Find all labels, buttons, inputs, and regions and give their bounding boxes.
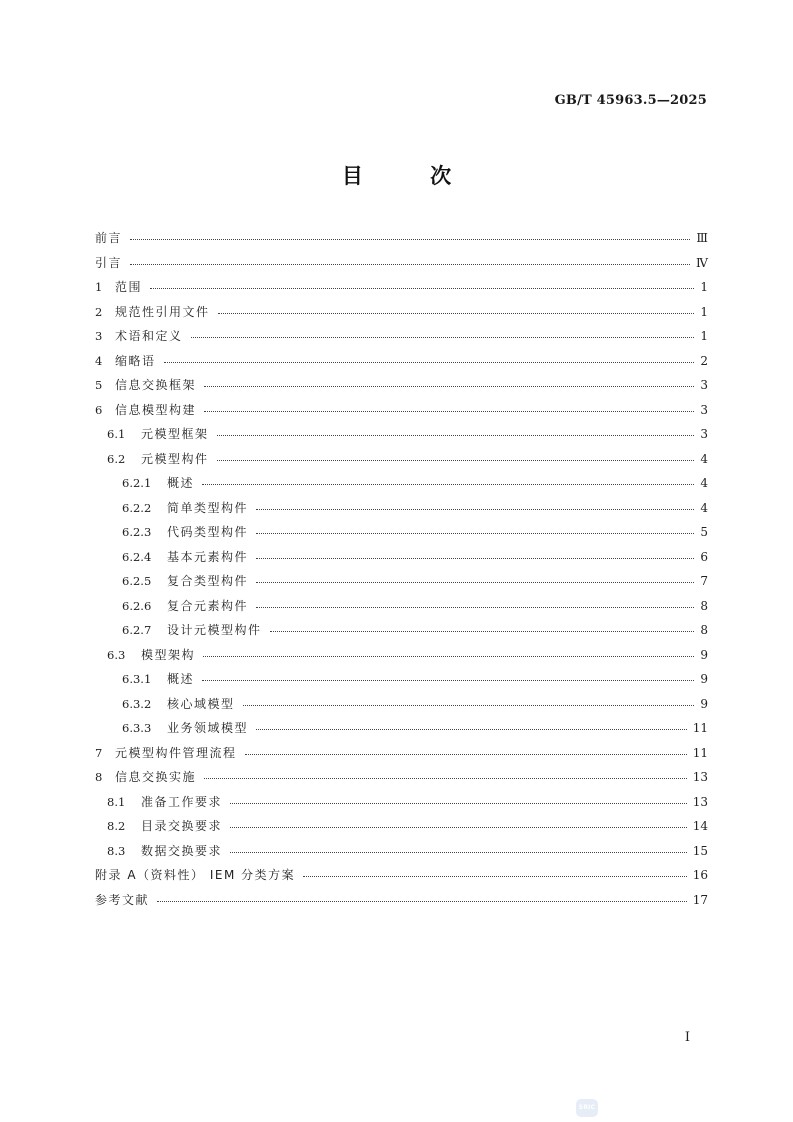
toc-entry[interactable]: [95, 741, 708, 766]
toc-entry-title: 引言: [95, 255, 123, 270]
toc-entry-number: 6.2.2: [122, 500, 152, 515]
toc-entry-page: 6: [700, 549, 708, 564]
toc-leader-dots: [230, 802, 687, 804]
toc-entry[interactable]: [95, 888, 708, 913]
toc-leader-dots: [256, 606, 694, 608]
toc-leader-dots: [204, 410, 694, 412]
toc-entry-page: 11: [692, 745, 708, 760]
toc-entry-number: 6.2.3: [122, 525, 152, 539]
toc-entry-title: 附录 A（资料性） IEM 分类方案: [95, 868, 296, 882]
toc-entry-number: 3: [95, 329, 103, 343]
toc-leader-dots: [150, 287, 694, 289]
toc-entry-number: 6.2.6: [122, 598, 152, 613]
toc-entry-page: 16: [692, 868, 708, 882]
toc-leader-dots: [218, 312, 694, 314]
toc-entry[interactable]: [95, 373, 708, 398]
toc-entry-page: 5: [700, 525, 708, 539]
toc-entry-number: 6.2.4: [122, 549, 152, 564]
toc-entry-title: 概述: [167, 476, 195, 490]
toc-entry-page: 3: [700, 378, 708, 392]
toc-entry-number: 4: [95, 353, 103, 368]
toc-entry-number: 6: [95, 402, 103, 417]
toc-entry-title: 业务领域模型: [167, 721, 249, 735]
toc-leader-dots: [303, 875, 687, 877]
toc-leader-dots: [191, 336, 694, 338]
toc-entry-title: 概述: [167, 672, 195, 686]
toc-leader-dots: [245, 753, 687, 755]
page-title: 目 次: [341, 164, 482, 188]
toc-leader-dots: [217, 459, 694, 461]
toc-leader-dots: [202, 679, 694, 681]
toc-leader-dots: [204, 777, 687, 779]
toc-entry-title: 核心域模型: [167, 696, 235, 711]
toc-entry-title: 信息交换框架: [115, 378, 197, 392]
toc-entry-page: 17: [692, 892, 708, 907]
toc-entry[interactable]: [95, 324, 708, 349]
toc-entry-title: 准备工作要求: [141, 794, 223, 809]
toc-entry-title: 参考文献: [95, 892, 150, 907]
toc-entry-page: 2: [700, 353, 708, 368]
toc-entry-page: 9: [700, 672, 708, 686]
toc-entry-page: 8: [700, 623, 708, 637]
toc-entry-page: 15: [692, 843, 708, 858]
toc-entry[interactable]: [95, 790, 708, 815]
toc-entry-title: 简单类型构件: [167, 500, 249, 515]
toc-entry-title: 信息交换实施: [115, 770, 197, 784]
toc-entry-number: 7: [95, 745, 103, 760]
toc-leader-dots: [203, 655, 694, 657]
toc-entry[interactable]: [95, 594, 708, 619]
toc-entry-title: 复合元素构件: [167, 598, 249, 613]
toc-leader-dots: [217, 434, 694, 436]
toc-entry-number: 5: [95, 378, 103, 392]
toc-entry-page: Ⅳ: [696, 255, 708, 270]
toc-entry-title: 缩略语: [115, 353, 156, 368]
toc-leader-dots: [256, 728, 687, 730]
toc-entry-page: 4: [700, 500, 708, 515]
toc-entry-number: 6.2: [107, 451, 126, 466]
toc-entry[interactable]: [95, 839, 708, 864]
toc-leader-dots: [256, 532, 694, 534]
toc-entry[interactable]: [95, 300, 708, 325]
page-number: I: [684, 1030, 690, 1045]
toc-entry-page: 13: [692, 794, 708, 809]
toc-entry-title: 范围: [115, 280, 143, 294]
toc-entry[interactable]: [95, 422, 708, 447]
toc-leader-dots: [130, 238, 690, 240]
toc-leader-dots: [204, 385, 694, 387]
toc-entry-page: 9: [700, 647, 708, 662]
toc-leader-dots: [130, 263, 690, 265]
toc-entry[interactable]: [95, 251, 708, 276]
toc-entry-page: 3: [700, 402, 708, 417]
toc-entry-number: 6.2.7: [122, 623, 152, 637]
toc-entry-title: 术语和定义: [115, 329, 183, 343]
toc-entry-page: 4: [700, 476, 708, 490]
toc-entry-title: 规范性引用文件: [115, 304, 210, 319]
toc-entry[interactable]: [95, 863, 708, 888]
toc-entry-title: 目录交换要求: [141, 819, 223, 833]
toc-entry-number: 6.3.1: [122, 672, 152, 686]
toc-entry-title: 设计元模型构件: [167, 623, 262, 637]
toc-entry[interactable]: [95, 520, 708, 545]
toc-entry[interactable]: [95, 814, 708, 839]
toc-leader-dots: [164, 361, 694, 363]
toc-entry-title: 信息模型构建: [115, 402, 197, 417]
toc-entry[interactable]: [95, 545, 708, 570]
toc-entry[interactable]: [95, 569, 708, 594]
toc-entry-number: 6.3.3: [122, 721, 152, 735]
toc-leader-dots: [256, 581, 694, 583]
toc-entry[interactable]: [95, 349, 708, 374]
toc-entry-number: 8: [95, 770, 103, 784]
toc-entry[interactable]: [95, 692, 708, 717]
toc-leader-dots: [202, 483, 694, 485]
toc-entry[interactable]: [95, 716, 708, 741]
toc-entry-title: 元模型框架: [141, 427, 209, 441]
toc-entry[interactable]: [95, 471, 708, 496]
toc-entry-number: 6.1: [107, 427, 126, 441]
toc-entry-page: 3: [700, 427, 708, 441]
toc-entry-page: 4: [700, 451, 708, 466]
toc-entry-page: 9: [700, 696, 708, 711]
toc-entry-number: 2: [95, 304, 103, 319]
toc-entry-number: 8.3: [107, 843, 126, 858]
toc-entry-page: 11: [692, 721, 708, 735]
toc-entry[interactable]: [95, 398, 708, 423]
toc-entry[interactable]: [95, 447, 708, 472]
toc-leader-dots: [256, 557, 694, 559]
toc-entry-number: 6.2.5: [122, 574, 152, 588]
toc-entry-page: Ⅲ: [696, 231, 708, 245]
toc-entry-page: 14: [692, 819, 708, 833]
toc-entry-title: 模型架构: [141, 647, 196, 662]
toc-entry-number: 8.2: [107, 819, 126, 833]
standard-number: GB/T 45963.5—2025: [554, 93, 707, 108]
toc-entry[interactable]: [95, 275, 708, 300]
toc-leader-dots: [270, 630, 694, 632]
toc-entry-title: 元模型构件管理流程: [115, 745, 237, 760]
toc-entry-title: 前言: [95, 231, 123, 245]
toc-leader-dots: [256, 508, 694, 510]
toc-entry-title: 代码类型构件: [167, 525, 249, 539]
toc-entry-title: 数据交换要求: [141, 843, 223, 858]
toc-entry-number: 8.1: [107, 794, 126, 809]
toc-entry-page: 1: [700, 280, 708, 294]
watermark-logo: SRIC: [576, 1099, 598, 1117]
toc-entry[interactable]: [95, 667, 708, 692]
toc-entry-page: 13: [692, 770, 708, 784]
toc-entry-number: 1: [95, 280, 103, 294]
toc-entry-number: 6.3.2: [122, 696, 152, 711]
toc-leader-dots: [243, 704, 694, 706]
toc-entry-title: 基本元素构件: [167, 549, 249, 564]
toc-entry[interactable]: [95, 618, 708, 643]
toc-entry-page: 7: [700, 574, 708, 588]
toc-entry-number: 6.2.1: [122, 476, 152, 490]
toc-entry[interactable]: [95, 643, 708, 668]
toc-entry-page: 1: [700, 329, 708, 343]
toc-leader-dots: [230, 851, 687, 853]
toc-entry-page: 1: [700, 304, 708, 319]
toc-leader-dots: [157, 900, 687, 902]
toc-entry-title: 元模型构件: [141, 451, 209, 466]
toc-entry[interactable]: [95, 765, 708, 790]
toc-entry[interactable]: [95, 496, 708, 521]
toc-entry-page: 8: [700, 598, 708, 613]
toc-entry-number: 6.3: [107, 647, 126, 662]
toc-entry-title: 复合类型构件: [167, 574, 249, 588]
toc-leader-dots: [230, 826, 687, 828]
toc-entry[interactable]: [95, 226, 708, 251]
table-of-contents: [95, 226, 708, 912]
